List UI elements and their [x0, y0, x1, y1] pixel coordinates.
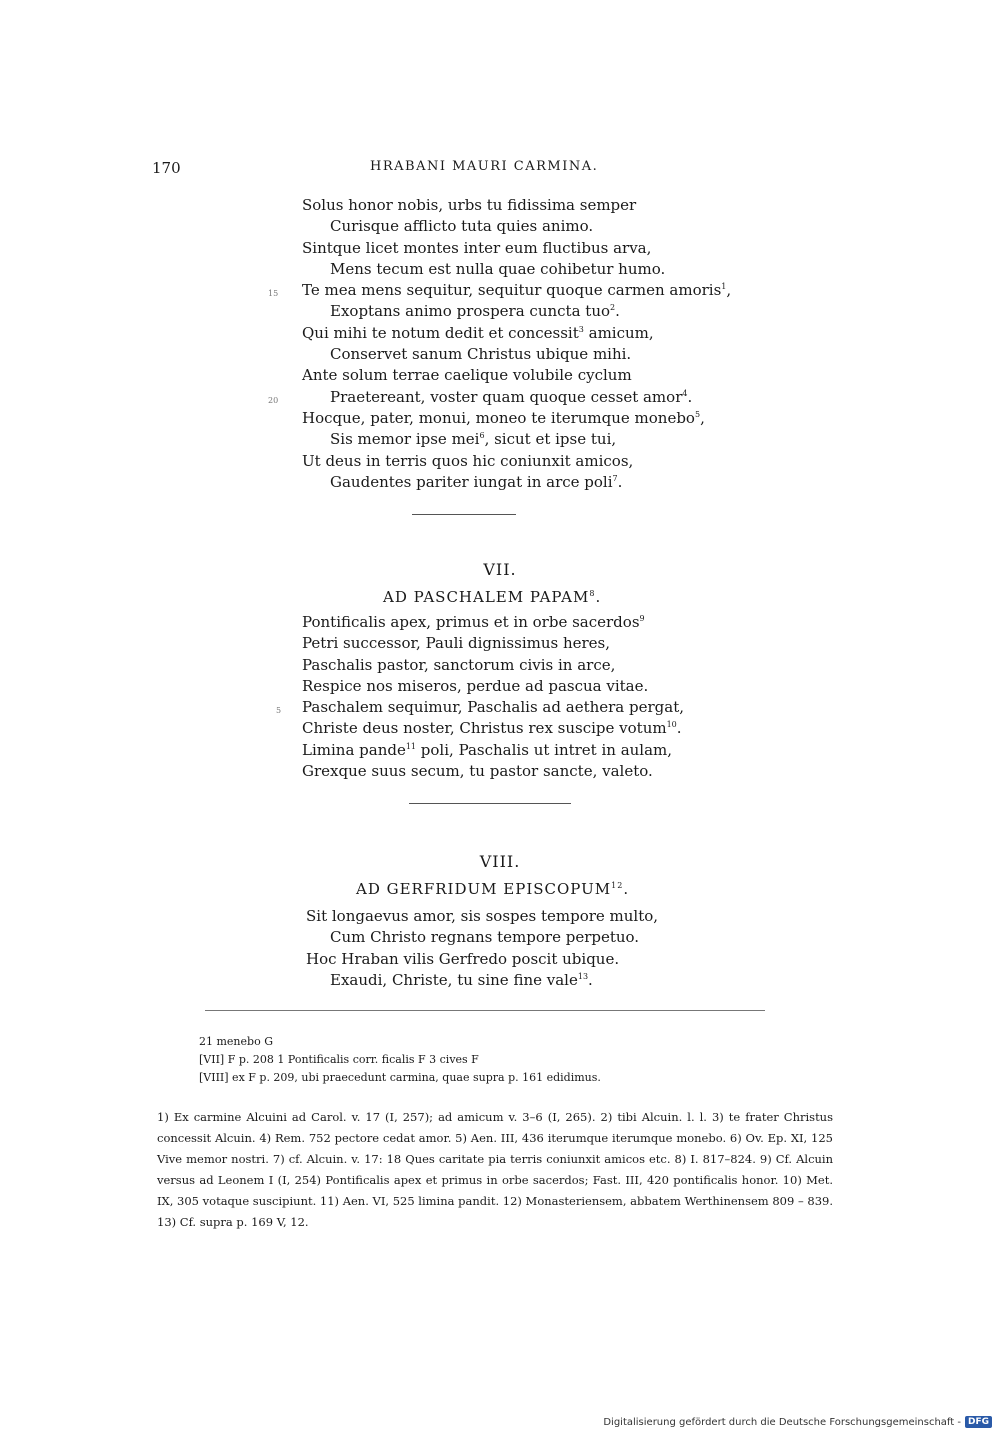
verse-line: Qui mihi te notum dedit et concessit$^3$ amicum,: [302, 323, 654, 342]
page-number: 170: [152, 159, 181, 177]
poem-vii-numeral: VII.: [483, 560, 517, 579]
poem-vii: [276, 612, 685, 782]
verse-line: Limina pande$^{11}$ poli, Paschalis ut intret in aulam,: [302, 740, 673, 759]
apparatus-line: [VIII] ex F p. 209, ubi praecedunt carmina, quae supra p. 161 edidimus.: [199, 1071, 601, 1084]
apparatus-criticus: [199, 1033, 601, 1087]
verse-line: Hocque, pater, monui, moneo te iterumque monebo$^5$,: [302, 408, 705, 427]
verse-line: Pontificalis apex, primus et in orbe sacerdos$^9$: [302, 613, 645, 631]
verse-line: Exoptans animo prospera cuncta tuo$^2$.: [330, 302, 620, 321]
verse-line: Sit longaevus amor, sis sospes tempore multo,: [306, 907, 659, 925]
apparatus-line: 21 menebo G: [199, 1035, 273, 1048]
poem-viii: [306, 906, 658, 991]
poem-viii-numeral: VIII.: [479, 852, 521, 871]
verse-line: 15 Te mea mens sequitur, sequitur quoque carmen amoris$^1$,: [302, 280, 731, 301]
line-number: 5: [276, 706, 282, 716]
page-header: [0, 159, 1000, 183]
poem-vii-title: AD PASCHALEM PAPAM$^8$.: [383, 588, 602, 606]
line-number: 15: [268, 289, 279, 299]
section-divider: [412, 514, 516, 515]
verse-line: Sintque licet montes inter eum fluctibus arva,: [302, 238, 652, 257]
source-notes: 1) Ex carmine Alcuini ad Carol. v. 17 (I, 257); ad amicum v. 3–6 (I, 265). 2) tibi Alcuin. l. l. 3) te frater Christus concessit Alcuin. 4) Rem. 752 pectore cedat amor. 5) Aen. III, 436 iterumque iterumque monebo. 6) Ov. Ep. XI, 125 Vive memor nostri. 7) cf. Alcuin. v. 17: 18 Ques caritate pia terris coniunxit amicos etc. 8) I. 817–824. 9) Cf. Alcuin versus ad Leonem I (I, 254) Pontificalis apex et primus in orbe sacerdos; Fast. III, 420 pontificalis honor. 10) Met. IX, 305 votaque suscipiunt. 11) Aen. VI, 525 limina pandit. 12) Monasteriensem, abbatem Werthinensem 809 – 839. 13) Cf. supra p. 169 V, 12.: [157, 1110, 833, 1229]
verse-line: Solus honor nobis, urbs tu fidissima semper: [302, 196, 637, 214]
verse-line: Grexque suus secum, tu pastor sancte, valeto.: [302, 762, 653, 781]
dfg-logo: DFG: [965, 1416, 992, 1428]
verse-line: Sis memor ipse mei$^6$, sicut et ipse tui,: [330, 430, 617, 449]
verse-line: Conservet sanum Christus ubique mihi.: [330, 345, 632, 364]
verse-line: Exaudi, Christe, tu sine fine vale$^{13}$.: [330, 970, 593, 989]
footer-text: Digitalisierung gefördert durch die Deutsche Forschungsgemeinschaft -: [603, 1416, 961, 1428]
line-number: 20: [268, 395, 279, 405]
verse-line: Respice nos miseros, perdue ad pascua vitae.: [302, 676, 649, 695]
poem-vi: [268, 195, 732, 493]
verse-line: Petri successor, Pauli dignissimus heres,: [302, 634, 611, 653]
verse-line: Christe deus noster, Christus rex suscipe votum$^{10}$.: [302, 719, 682, 738]
verse-line: Gaudentes pariter iungat in arce poli$^7$.: [330, 472, 623, 491]
verse-line: Cum Christo regnans tempore perpetuo.: [330, 928, 640, 947]
section-divider: [409, 803, 571, 804]
verse-line: Hoc Hraban vilis Gerfredo poscit ubique.: [306, 949, 620, 968]
verse-line: Ut deus in terris quos hic coniunxit amicos,: [302, 451, 634, 470]
verse-line: Curisque afflicto tuta quies animo.: [330, 217, 594, 236]
dfg-footer: [603, 1416, 992, 1428]
poem-viii-title: AD GERFRIDUM EPISCOPUM$^{12}$.: [356, 880, 630, 898]
verse-line: 5 Paschalem sequimur, Paschalis ad aethera pergat,: [302, 697, 684, 718]
apparatus-line: [VII] F p. 208 1 Pontificalis corr. ficalis F 3 cives F: [199, 1053, 479, 1066]
verse-line: Paschalis pastor, sanctorum civis in arce,: [302, 655, 616, 674]
verse-line: 20 Praetereant, voster quam quoque cesset amor$^4$.: [302, 387, 731, 408]
running-title: HRABANI MAURI CARMINA.: [370, 159, 599, 174]
verse-line: Ante solum terrae caelique volubile cyclum: [302, 366, 632, 385]
footnote-separator: [205, 1010, 765, 1011]
verse-line: Mens tecum est nulla quae cohibetur humo.: [330, 259, 666, 278]
